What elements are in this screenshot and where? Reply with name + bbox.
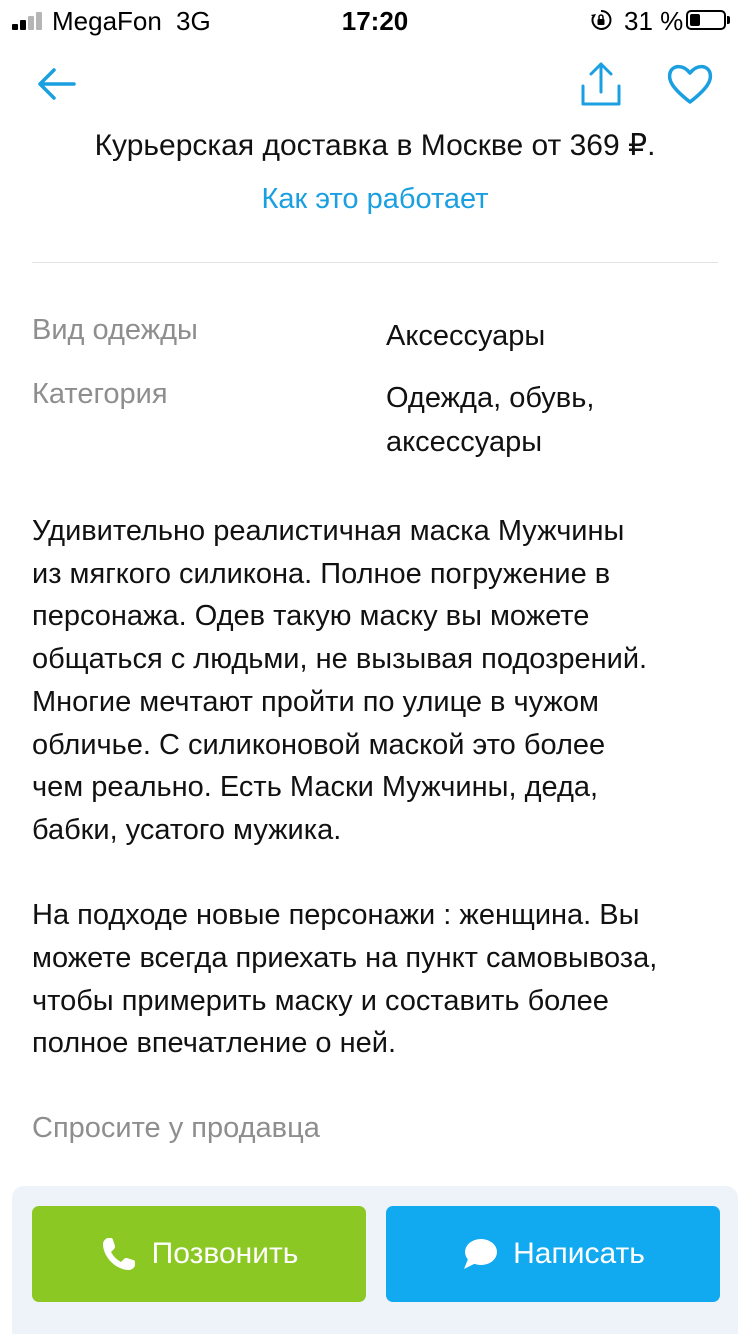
clock: 17:20 — [341, 6, 409, 36]
description-paragraph — [32, 510, 722, 852]
battery-percent: 31 % — [624, 6, 684, 36]
how-it-works-link[interactable]: Как это работает — [261, 183, 489, 215]
param-label-clothing-type: Вид одежды — [32, 314, 198, 346]
heart-icon — [664, 60, 716, 108]
description-line: персонажа. Одев такую маску вы можете — [32, 600, 590, 633]
call-button[interactable] — [32, 1206, 366, 1302]
share-icon — [574, 58, 628, 110]
call-button-label: Позвонить — [151, 1237, 299, 1270]
description-line: На подходе новые персонажи : женщина. Вы — [32, 899, 640, 932]
delivery-info: Курьерская доставка в Москве от 369 ₽. — [94, 129, 656, 162]
description-line: бабки, усатого мужика. — [32, 813, 342, 846]
battery-icon — [686, 10, 726, 30]
message-button[interactable] — [386, 1206, 720, 1302]
description-line: можете всегда приехать на пункт самовывоза, — [32, 942, 658, 975]
description-line: чтобы примерить маску и составить более — [32, 984, 609, 1017]
description-line: чем реально. Есть Маски Мужчины, деда, — [32, 771, 599, 804]
divider — [32, 262, 718, 263]
description-line: общаться с людьми, не вызывая подозрений. — [32, 643, 648, 676]
message-button-label: Написать — [513, 1237, 645, 1270]
description-line: Удивительно реалистичная маска Мужчины — [32, 515, 625, 547]
back-button[interactable] — [30, 60, 82, 108]
description-paragraph — [32, 894, 722, 1065]
share-button[interactable] — [574, 58, 628, 110]
category-line: аксессуары — [386, 426, 543, 458]
ask-seller-heading: Спросите у продавца — [32, 1112, 320, 1144]
description-line: полное впечатление о ней. — [32, 1027, 397, 1060]
orientation-lock-icon — [590, 9, 612, 31]
network-type: 3G — [176, 6, 211, 36]
param-value-clothing-type: Аксессуары — [386, 320, 546, 352]
description-line: обличье. С силиконовой маской это более — [32, 728, 606, 761]
description-line: Многие мечтают пройти по улице в чужом — [32, 685, 599, 718]
carrier-name: MegaFon — [52, 6, 162, 36]
phone-icon — [100, 1235, 138, 1273]
back-arrow-icon — [30, 60, 82, 108]
param-label-category: Категория — [32, 378, 168, 410]
battery-level — [690, 14, 700, 26]
item-description — [32, 510, 722, 1065]
favorite-button[interactable] — [664, 60, 716, 108]
battery-cap — [727, 16, 730, 24]
param-value-category — [386, 376, 686, 464]
chat-bubble-icon — [461, 1235, 499, 1273]
description-line: из мягкого силикона. Полное погружение в — [32, 557, 611, 590]
status-bar — [0, 0, 750, 40]
category-line: Одежда, обувь, — [386, 382, 595, 414]
